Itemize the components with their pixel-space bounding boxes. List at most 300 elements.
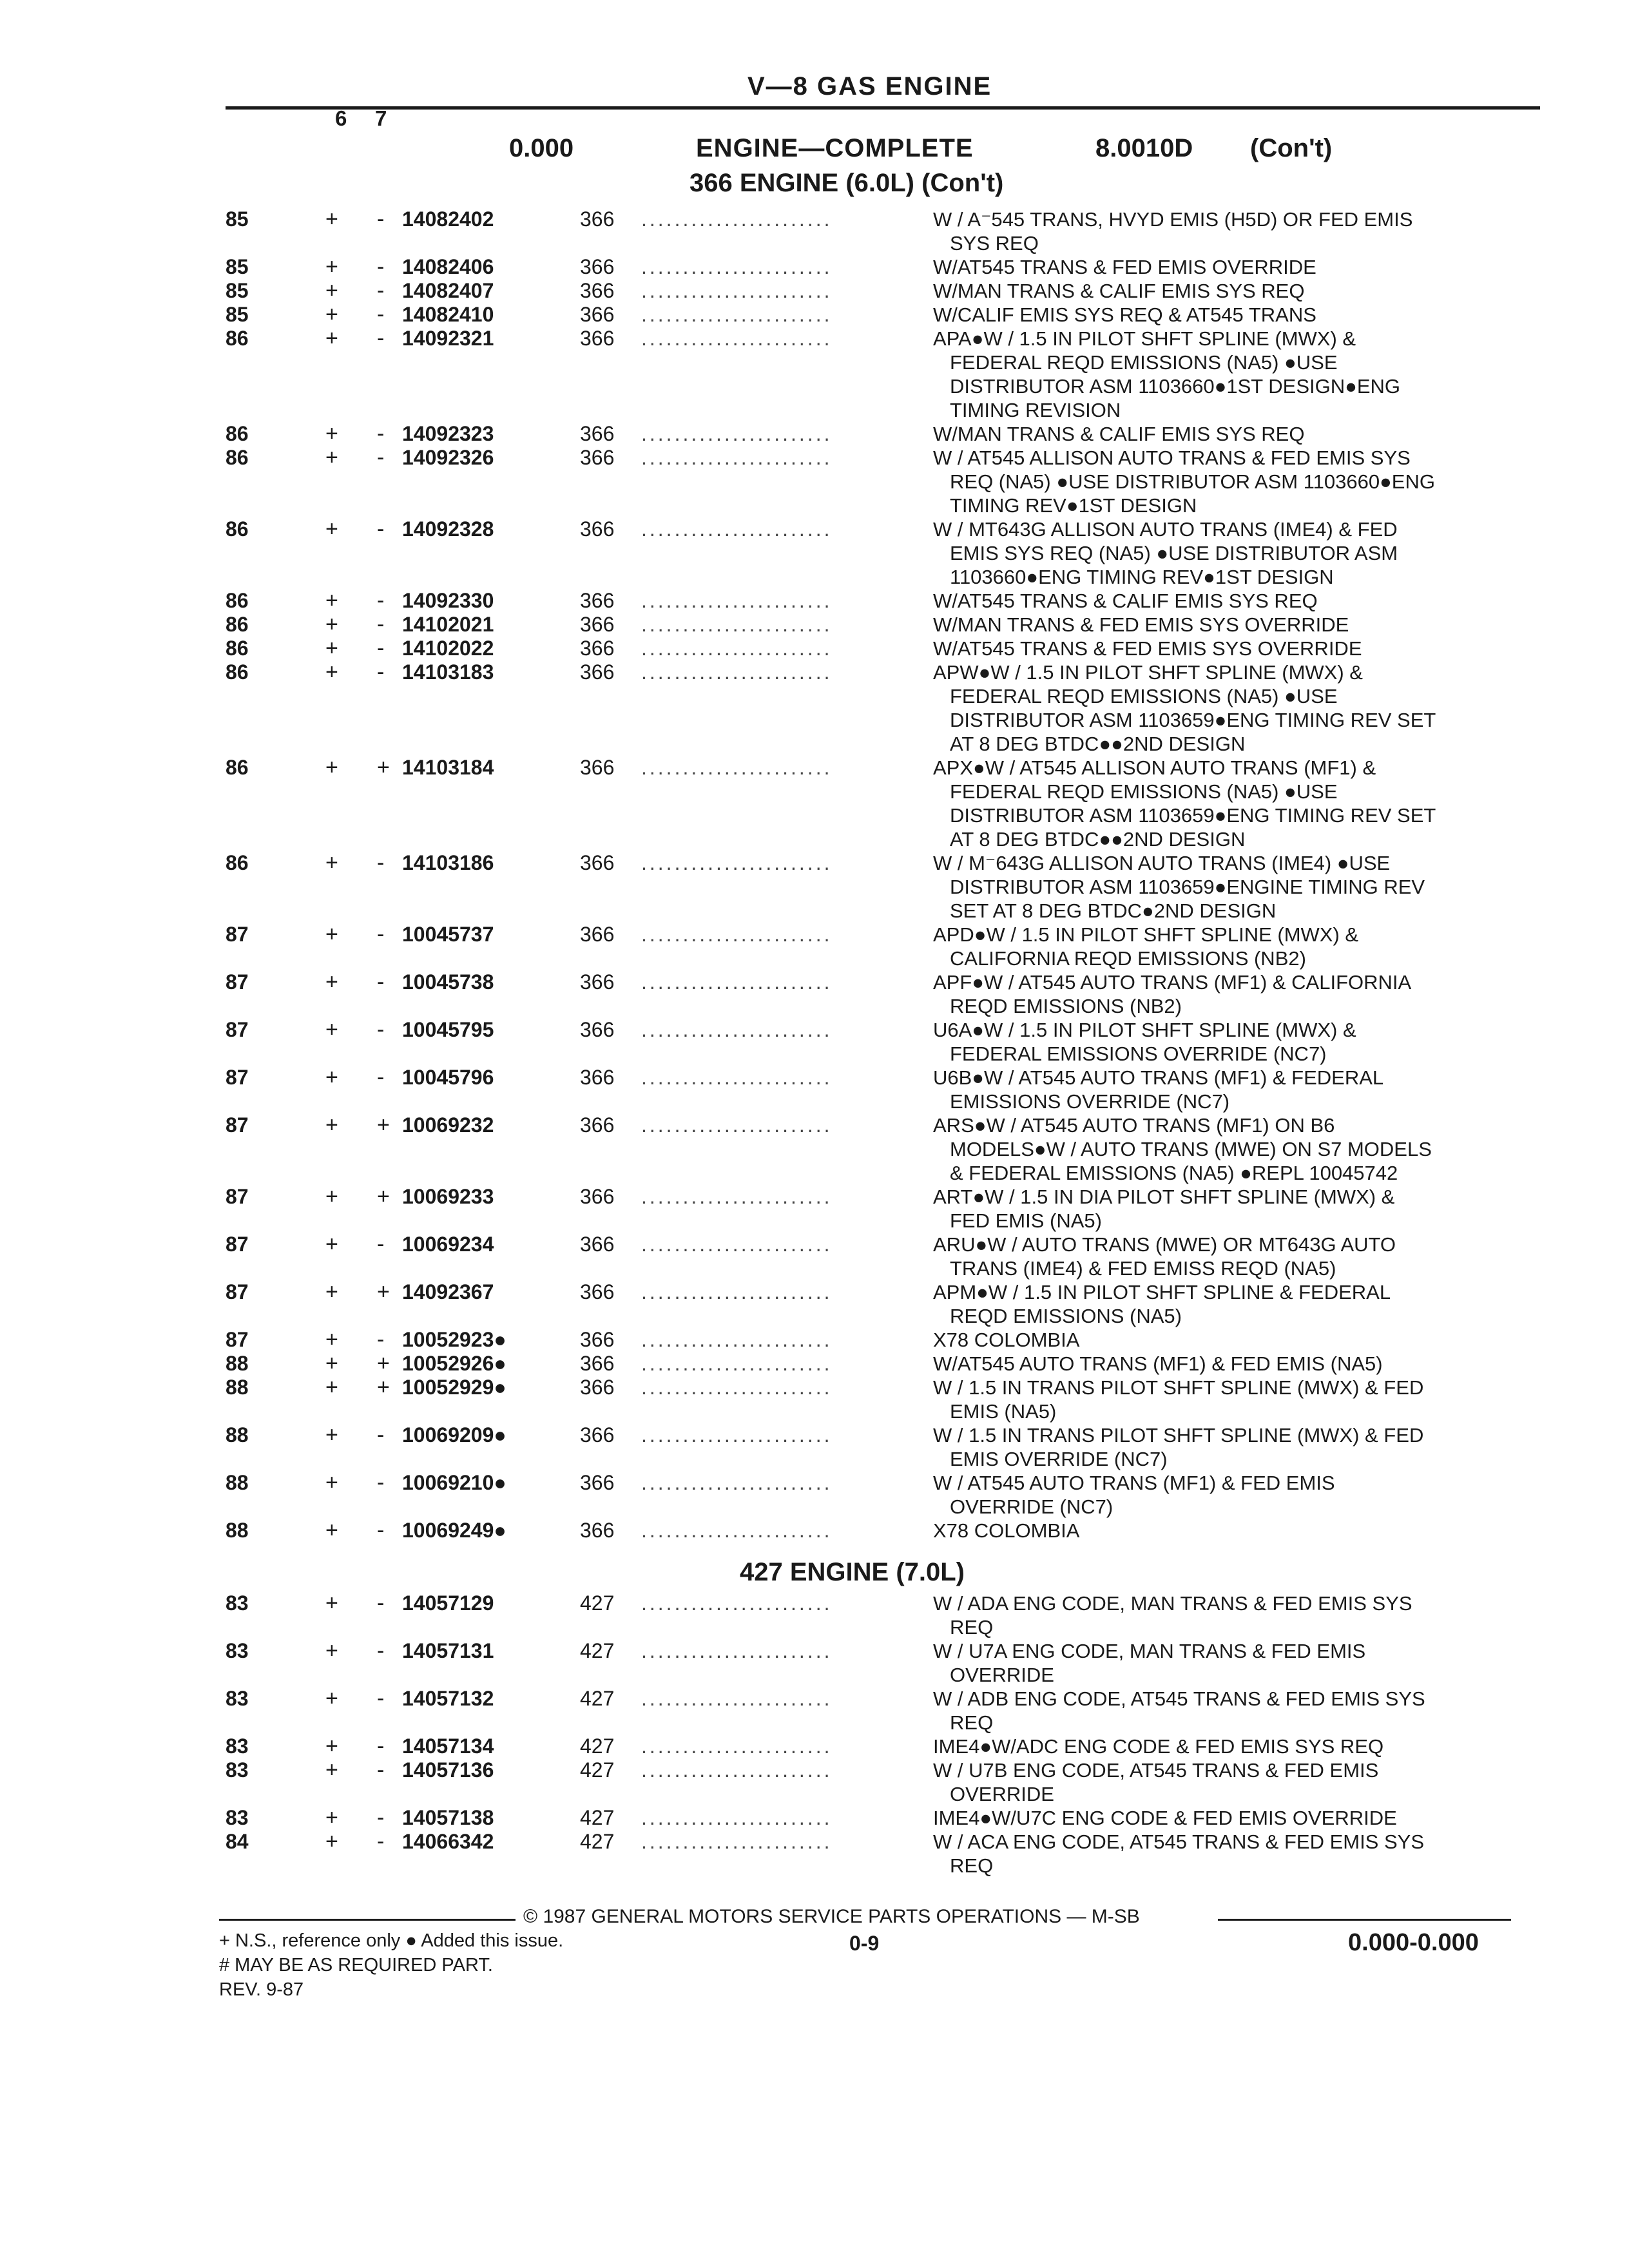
leader-dots: ....................... — [641, 1328, 833, 1351]
engine-code: 427 — [580, 1806, 615, 1829]
description-line: AT 8 DEG BTDC●●2ND DESIGN — [950, 828, 1246, 850]
group-number-cell: 85 — [226, 303, 249, 326]
table-row — [0, 1519, 1629, 1542]
marker-col7: - — [377, 1591, 385, 1615]
leader-dots: ....................... — [641, 660, 833, 684]
marker-col6: + — [325, 1113, 338, 1137]
description-line: DISTRIBUTOR ASM 1103660●1ST DESIGN●ENG — [950, 375, 1401, 398]
table-row — [0, 422, 1629, 446]
page-range: 0.000-0.000 — [1348, 1929, 1479, 1956]
group-number-cell: 86 — [226, 660, 249, 684]
description-line: TIMING REV●1ST DESIGN — [950, 494, 1197, 517]
marker-col7: - — [377, 207, 385, 231]
table-row — [0, 756, 1629, 851]
description-line: W/AT545 TRANS & FED EMIS OVERRIDE — [933, 256, 1316, 278]
marker-col6: + — [325, 612, 338, 637]
part-number: 10052926● — [402, 1352, 506, 1375]
part-number: 10045795 — [402, 1018, 494, 1041]
part-number: 14092326 — [402, 446, 494, 469]
table-row — [0, 1376, 1629, 1423]
marker-col6: + — [325, 1232, 338, 1256]
description-line: FEDERAL REQD EMISSIONS (NA5) ●USE — [950, 780, 1338, 803]
leader-dots: ....................... — [641, 637, 833, 660]
description-line: MODELS●W / AUTO TRANS (MWE) ON S7 MODELS — [950, 1138, 1432, 1160]
marker-col6: + — [325, 922, 338, 947]
table-row — [0, 589, 1629, 613]
part-number: 14082407 — [402, 279, 494, 302]
description-line: W / ACA ENG CODE, AT545 TRANS & FED EMIS SYS — [933, 1831, 1424, 1853]
footer-rule-left — [219, 1919, 516, 1921]
marker-col6: + — [325, 1017, 338, 1042]
group-number-cell: 86 — [226, 327, 249, 350]
group-number-cell: 83 — [226, 1758, 249, 1782]
group-number-cell: 87 — [226, 1066, 249, 1089]
description — [933, 1233, 1396, 1280]
description — [933, 1018, 1356, 1066]
engine-code: 427 — [580, 1758, 615, 1782]
part-number: 10069249● — [402, 1519, 506, 1542]
table-row — [0, 1423, 1629, 1471]
footer-rule-right — [1218, 1919, 1511, 1921]
marker-col7: - — [377, 445, 385, 470]
description-line: TRANS (IME4) & FED EMISS REQD (NA5) — [950, 1257, 1336, 1280]
leader-dots: ....................... — [641, 207, 833, 231]
description-line: AT 8 DEG BTDC●●2ND DESIGN — [950, 733, 1246, 755]
description — [933, 613, 1349, 637]
marker-col6: + — [325, 1470, 338, 1495]
description-line: DISTRIBUTOR ASM 1103659●ENG TIMING REV SET — [950, 804, 1436, 827]
description-line: W/CALIF EMIS SYS REQ & AT545 TRANS — [933, 303, 1316, 326]
marker-col6: + — [325, 207, 338, 231]
engine-code: 366 — [580, 589, 615, 612]
engine-code: 366 — [580, 517, 615, 541]
description — [933, 422, 1304, 446]
description-line: W / 1.5 IN TRANS PILOT SHFT SPLINE (MWX) & FED — [933, 1424, 1424, 1446]
description — [933, 1806, 1397, 1830]
description-line: FEDERAL REQD EMISSIONS (NA5) ●USE — [950, 685, 1338, 707]
part-number: 14092367 — [402, 1280, 494, 1303]
part-number: 14102022 — [402, 637, 494, 660]
description — [933, 851, 1425, 923]
marker-col6: + — [325, 1351, 338, 1376]
table-row — [0, 1758, 1629, 1806]
part-number: 14103184 — [402, 756, 494, 779]
marker-col7: - — [377, 612, 385, 637]
table-row — [0, 1280, 1629, 1328]
description — [933, 1639, 1365, 1687]
group-number-cell: 87 — [226, 970, 249, 994]
table-row — [0, 970, 1629, 1018]
description — [933, 1352, 1383, 1376]
table-row — [0, 1233, 1629, 1280]
marker-col6: + — [325, 1280, 338, 1304]
engine-code: 427 — [580, 1735, 615, 1758]
description-line: W / 1.5 IN TRANS PILOT SHFT SPLINE (MWX) & FED — [933, 1376, 1424, 1399]
marker-col7: - — [377, 1065, 385, 1090]
description-line: TIMING REVISION — [950, 399, 1121, 421]
description-line: IME4●W/ADC ENG CODE & FED EMIS SYS REQ — [933, 1735, 1384, 1758]
part-number: 10052923● — [402, 1328, 506, 1351]
description — [933, 1066, 1383, 1113]
group-number-cell: 83 — [226, 1687, 249, 1710]
marker-col7: - — [377, 660, 385, 684]
leader-dots: ....................... — [641, 1018, 833, 1041]
description — [933, 970, 1411, 1018]
description-line: OVERRIDE — [950, 1783, 1054, 1805]
engine-code: 366 — [580, 1233, 615, 1256]
table-row — [0, 446, 1629, 517]
engine-code: 366 — [580, 851, 615, 874]
engine-code: 427 — [580, 1639, 615, 1662]
part-number: 14057138 — [402, 1806, 494, 1829]
part-number: 14057132 — [402, 1687, 494, 1710]
engine-code: 366 — [580, 1328, 615, 1351]
footer-note-ns: + N.S., reference only ● Added this issue. — [219, 1930, 564, 1951]
description — [933, 327, 1400, 422]
part-number: 14103183 — [402, 660, 494, 684]
group-number-cell: 87 — [226, 923, 249, 946]
description-line: ARU●W / AUTO TRANS (MWE) OR MT643G AUTO — [933, 1233, 1396, 1256]
description-line: REQD EMISSIONS (NA5) — [950, 1305, 1182, 1327]
marker-col7: + — [377, 1113, 390, 1137]
leader-dots: ....................... — [641, 1423, 833, 1446]
description — [933, 1423, 1423, 1471]
leader-dots: ....................... — [641, 1806, 833, 1829]
part-number: 14092321 — [402, 327, 494, 350]
description-line: W/MAN TRANS & CALIF EMIS SYS REQ — [933, 280, 1305, 302]
part-number: 14092323 — [402, 422, 494, 445]
column-7-label: 7 — [375, 106, 387, 130]
leader-dots: ....................... — [641, 517, 833, 541]
description — [933, 1113, 1432, 1185]
table-row — [0, 613, 1629, 637]
description-line: W / ADA ENG CODE, MAN TRANS & FED EMIS SYS — [933, 1592, 1412, 1615]
description-line: OVERRIDE (NC7) — [950, 1495, 1113, 1518]
description-line: REQD EMISSIONS (NB2) — [950, 995, 1182, 1017]
part-number: 10045737 — [402, 923, 494, 946]
description — [933, 756, 1436, 851]
description-line: REQ — [950, 1854, 994, 1877]
part-number: 14057134 — [402, 1735, 494, 1758]
engine-code: 366 — [580, 637, 615, 660]
description-line: W / ADB ENG CODE, AT545 TRANS & FED EMIS SYS — [933, 1687, 1425, 1710]
group-name: ENGINE—COMPLETE — [696, 134, 974, 162]
table-row — [0, 1639, 1629, 1687]
engine-code: 366 — [580, 756, 615, 779]
engine-code: 366 — [580, 923, 615, 946]
leader-dots: ....................... — [641, 1519, 833, 1542]
group-number-cell: 87 — [226, 1018, 249, 1041]
table-row — [0, 1806, 1629, 1830]
marker-col6: + — [325, 588, 338, 613]
description-line: APA●W / 1.5 IN PILOT SHFT SPLINE (MWX) & — [933, 327, 1356, 350]
group-number-cell: 86 — [226, 637, 249, 660]
description-line: EMIS SYS REQ (NA5) ●USE DISTRIBUTOR ASM — [950, 542, 1398, 564]
group-number-cell: 87 — [226, 1233, 249, 1256]
leader-dots: ....................... — [641, 851, 833, 874]
table-row — [0, 1687, 1629, 1735]
leader-dots: ....................... — [641, 255, 833, 278]
group-code: 0.000 — [509, 134, 574, 162]
description-line: U6A●W / 1.5 IN PILOT SHFT SPLINE (MWX) & — [933, 1019, 1356, 1041]
engine-code: 366 — [580, 1519, 615, 1542]
leader-dots: ....................... — [641, 422, 833, 445]
leader-dots: ....................... — [641, 1471, 833, 1494]
table-row — [0, 279, 1629, 303]
engine-code: 366 — [580, 1185, 615, 1208]
table-row — [0, 923, 1629, 970]
marker-col6: + — [325, 1734, 338, 1758]
group-continued: (Con't) — [1250, 134, 1333, 162]
description-line: FEDERAL REQD EMISSIONS (NA5) ●USE — [950, 351, 1338, 374]
description-line: FED EMIS (NA5) — [950, 1209, 1102, 1232]
leader-dots: ....................... — [641, 923, 833, 946]
engine-code: 366 — [580, 1280, 615, 1303]
group-number-cell: 86 — [226, 422, 249, 445]
marker-col7: - — [377, 1639, 385, 1663]
description-line: W / MT643G ALLISON AUTO TRANS (IME4) & FED — [933, 518, 1398, 541]
part-number: 10069232 — [402, 1113, 494, 1137]
marker-col6: + — [325, 1758, 338, 1782]
description-line: SET AT 8 DEG BTDC●2ND DESIGN — [950, 899, 1277, 922]
footer-copyright: © 1987 GENERAL MOTORS SERVICE PARTS OPERATIONS — M-SB — [523, 1906, 1140, 1927]
marker-col6: + — [325, 1686, 338, 1711]
marker-col6: + — [325, 755, 338, 780]
engine-code: 366 — [580, 279, 615, 302]
marker-col7: + — [377, 1280, 390, 1304]
part-number: 10069210● — [402, 1471, 506, 1494]
marker-col6: + — [325, 278, 338, 303]
marker-col7: - — [377, 302, 385, 327]
group-number-cell: 86 — [226, 851, 249, 874]
part-number: 14057136 — [402, 1758, 494, 1782]
leader-dots: ....................... — [641, 303, 833, 326]
leader-dots: ....................... — [641, 1687, 833, 1710]
description-line: IME4●W/U7C ENG CODE & FED EMIS OVERRIDE — [933, 1807, 1397, 1829]
engine-code: 366 — [580, 422, 615, 445]
marker-col7: + — [377, 1184, 390, 1209]
leader-dots: ....................... — [641, 279, 833, 302]
description-line: REQ — [950, 1711, 994, 1734]
group-number-cell: 88 — [226, 1352, 249, 1375]
description-line: & FEDERAL EMISSIONS (NA5) ●REPL 10045742 — [950, 1162, 1398, 1184]
header-rule — [226, 106, 1540, 110]
part-number: 14057129 — [402, 1591, 494, 1615]
description-line: REQ — [950, 1616, 994, 1639]
leader-dots: ....................... — [641, 327, 833, 350]
marker-col6: + — [325, 660, 338, 684]
leader-dots: ....................... — [641, 1591, 833, 1615]
table-row — [0, 1185, 1629, 1233]
group-number-cell: 83 — [226, 1806, 249, 1829]
marker-col6: + — [325, 1184, 338, 1209]
marker-col7: - — [377, 1805, 385, 1830]
group-number-cell: 86 — [226, 613, 249, 636]
description-line: W / AT545 AUTO TRANS (MF1) & FED EMIS — [933, 1472, 1335, 1494]
group-number-cell: 87 — [226, 1185, 249, 1208]
marker-col6: + — [325, 1518, 338, 1542]
table-row — [0, 207, 1629, 255]
engine-code: 427 — [580, 1830, 615, 1853]
description — [933, 660, 1436, 756]
engine-code: 366 — [580, 207, 615, 231]
marker-col7: - — [377, 1470, 385, 1495]
marker-col6: + — [325, 445, 338, 470]
footer-note-required: # MAY BE AS REQUIRED PART. — [219, 1955, 493, 1975]
part-number: 14066342 — [402, 1830, 494, 1853]
leader-dots: ....................... — [641, 1830, 833, 1853]
marker-col7: - — [377, 922, 385, 947]
marker-col6: + — [325, 1065, 338, 1090]
table-row — [0, 327, 1629, 422]
section-title: 427 ENGINE (7.0L) — [740, 1558, 965, 1586]
engine-code: 366 — [580, 970, 615, 994]
part-number: 10052929● — [402, 1376, 506, 1399]
part-number: 14082402 — [402, 207, 494, 231]
marker-col7: + — [377, 1351, 390, 1376]
description-line: APM●W / 1.5 IN PILOT SHFT SPLINE & FEDERAL — [933, 1281, 1391, 1303]
table-row — [0, 255, 1629, 279]
table-row — [0, 1328, 1629, 1352]
leader-dots: ....................... — [641, 1185, 833, 1208]
description — [933, 589, 1318, 613]
marker-col6: + — [325, 517, 338, 541]
description-line: X78 COLOMBIA — [933, 1519, 1080, 1542]
marker-col6: + — [325, 302, 338, 327]
group-number-cell: 83 — [226, 1735, 249, 1758]
description-line: W/AT545 TRANS & CALIF EMIS SYS REQ — [933, 590, 1318, 612]
leader-dots: ....................... — [641, 970, 833, 994]
group-number-cell: 83 — [226, 1591, 249, 1615]
table-row — [0, 1066, 1629, 1113]
description-line: EMIS (NA5) — [950, 1400, 1057, 1423]
description — [933, 1376, 1423, 1423]
page-number: 0-9 — [849, 1932, 880, 1955]
group-number-cell: 86 — [226, 446, 249, 469]
part-number: 14103186 — [402, 851, 494, 874]
page-title: V—8 GAS ENGINE — [747, 72, 992, 101]
group-number-cell: 86 — [226, 756, 249, 779]
leader-dots: ....................... — [641, 1352, 833, 1375]
table-row — [0, 1018, 1629, 1066]
marker-col6: + — [325, 1639, 338, 1663]
description — [933, 1591, 1412, 1639]
marker-col7: - — [377, 326, 385, 351]
description-line: W/MAN TRANS & FED EMIS SYS OVERRIDE — [933, 613, 1349, 636]
table-row — [0, 517, 1629, 589]
marker-col6: + — [325, 255, 338, 279]
leader-dots: ....................... — [641, 1735, 833, 1758]
part-number: 10045738 — [402, 970, 494, 994]
marker-col6: + — [325, 1423, 338, 1447]
part-number: 14092330 — [402, 589, 494, 612]
table-row — [0, 1830, 1629, 1878]
leader-dots: ....................... — [641, 756, 833, 779]
marker-col7: - — [377, 278, 385, 303]
marker-col7: - — [377, 1327, 385, 1352]
description — [933, 1471, 1335, 1519]
description-line: 1103660●ENG TIMING REV●1ST DESIGN — [950, 566, 1334, 588]
description-line: W / U7B ENG CODE, AT545 TRANS & FED EMIS — [933, 1759, 1379, 1782]
marker-col7: - — [377, 970, 385, 994]
marker-col7: - — [377, 1734, 385, 1758]
table-row — [0, 1591, 1629, 1639]
description-line: FEDERAL EMISSIONS OVERRIDE (NC7) — [950, 1043, 1327, 1065]
group-number-cell: 85 — [226, 279, 249, 302]
marker-col7: - — [377, 1423, 385, 1447]
engine-code: 366 — [580, 1423, 615, 1446]
engine-code: 366 — [580, 613, 615, 636]
description-line: W/AT545 AUTO TRANS (MF1) & FED EMIS (NA5) — [933, 1352, 1383, 1375]
group-number-cell: 83 — [226, 1639, 249, 1662]
marker-col6: + — [325, 1805, 338, 1830]
description-line: W/AT545 TRANS & FED EMIS SYS OVERRIDE — [933, 637, 1362, 660]
engine-code: 366 — [580, 660, 615, 684]
part-number: 10045796 — [402, 1066, 494, 1089]
table-row — [0, 1735, 1629, 1758]
marker-col6: + — [325, 421, 338, 446]
table-row — [0, 1471, 1629, 1519]
description — [933, 1519, 1079, 1542]
group-number-cell: 86 — [226, 517, 249, 541]
group-number-cell: 88 — [226, 1423, 249, 1446]
description — [933, 446, 1435, 517]
description — [933, 637, 1362, 660]
engine-code: 427 — [580, 1687, 615, 1710]
marker-col6: + — [325, 1829, 338, 1854]
part-number: 10069234 — [402, 1233, 494, 1256]
leader-dots: ....................... — [641, 1639, 833, 1662]
table-row — [0, 637, 1629, 660]
part-number: 14102021 — [402, 613, 494, 636]
description-line: W / A⁻545 TRANS, HVYD EMIS (H5D) OR FED EMIS — [933, 208, 1413, 231]
group-number-cell: 84 — [226, 1830, 249, 1853]
group-number-cell: 87 — [226, 1113, 249, 1137]
description — [933, 1735, 1383, 1758]
marker-col7: - — [377, 421, 385, 446]
marker-col6: + — [325, 636, 338, 660]
marker-col7: + — [377, 755, 390, 780]
group-number-cell: 88 — [226, 1376, 249, 1399]
description — [933, 923, 1358, 970]
description-line: CALIFORNIA REQD EMISSIONS (NB2) — [950, 947, 1306, 970]
part-number: 14082406 — [402, 255, 494, 278]
engine-code: 366 — [580, 1066, 615, 1089]
table-row — [0, 851, 1629, 923]
leader-dots: ....................... — [641, 446, 833, 469]
marker-col7: - — [377, 1017, 385, 1042]
group-number-cell: 87 — [226, 1280, 249, 1303]
engine-code: 427 — [580, 1591, 615, 1615]
leader-dots: ....................... — [641, 1113, 833, 1137]
description-line: U6B●W / AT545 AUTO TRANS (MF1) & FEDERAL — [933, 1066, 1384, 1089]
table-row — [0, 303, 1629, 327]
marker-col7: - — [377, 1829, 385, 1854]
description-line: DISTRIBUTOR ASM 1103659●ENG TIMING REV SET — [950, 709, 1436, 731]
marker-col7: - — [377, 1518, 385, 1542]
description-line: EMIS OVERRIDE (NC7) — [950, 1448, 1168, 1470]
description — [933, 207, 1412, 255]
marker-col6: + — [325, 850, 338, 875]
description-line: DISTRIBUTOR ASM 1103659●ENGINE TIMING REV — [950, 876, 1425, 898]
engine-code: 366 — [580, 446, 615, 469]
description — [933, 255, 1316, 279]
engine-code: 366 — [580, 1376, 615, 1399]
description-line: W / M⁻643G ALLISON AUTO TRANS (IME4) ●USE — [933, 852, 1391, 874]
leader-dots: ....................... — [641, 1233, 833, 1256]
description — [933, 1280, 1391, 1328]
leader-dots: ....................... — [641, 1758, 833, 1782]
